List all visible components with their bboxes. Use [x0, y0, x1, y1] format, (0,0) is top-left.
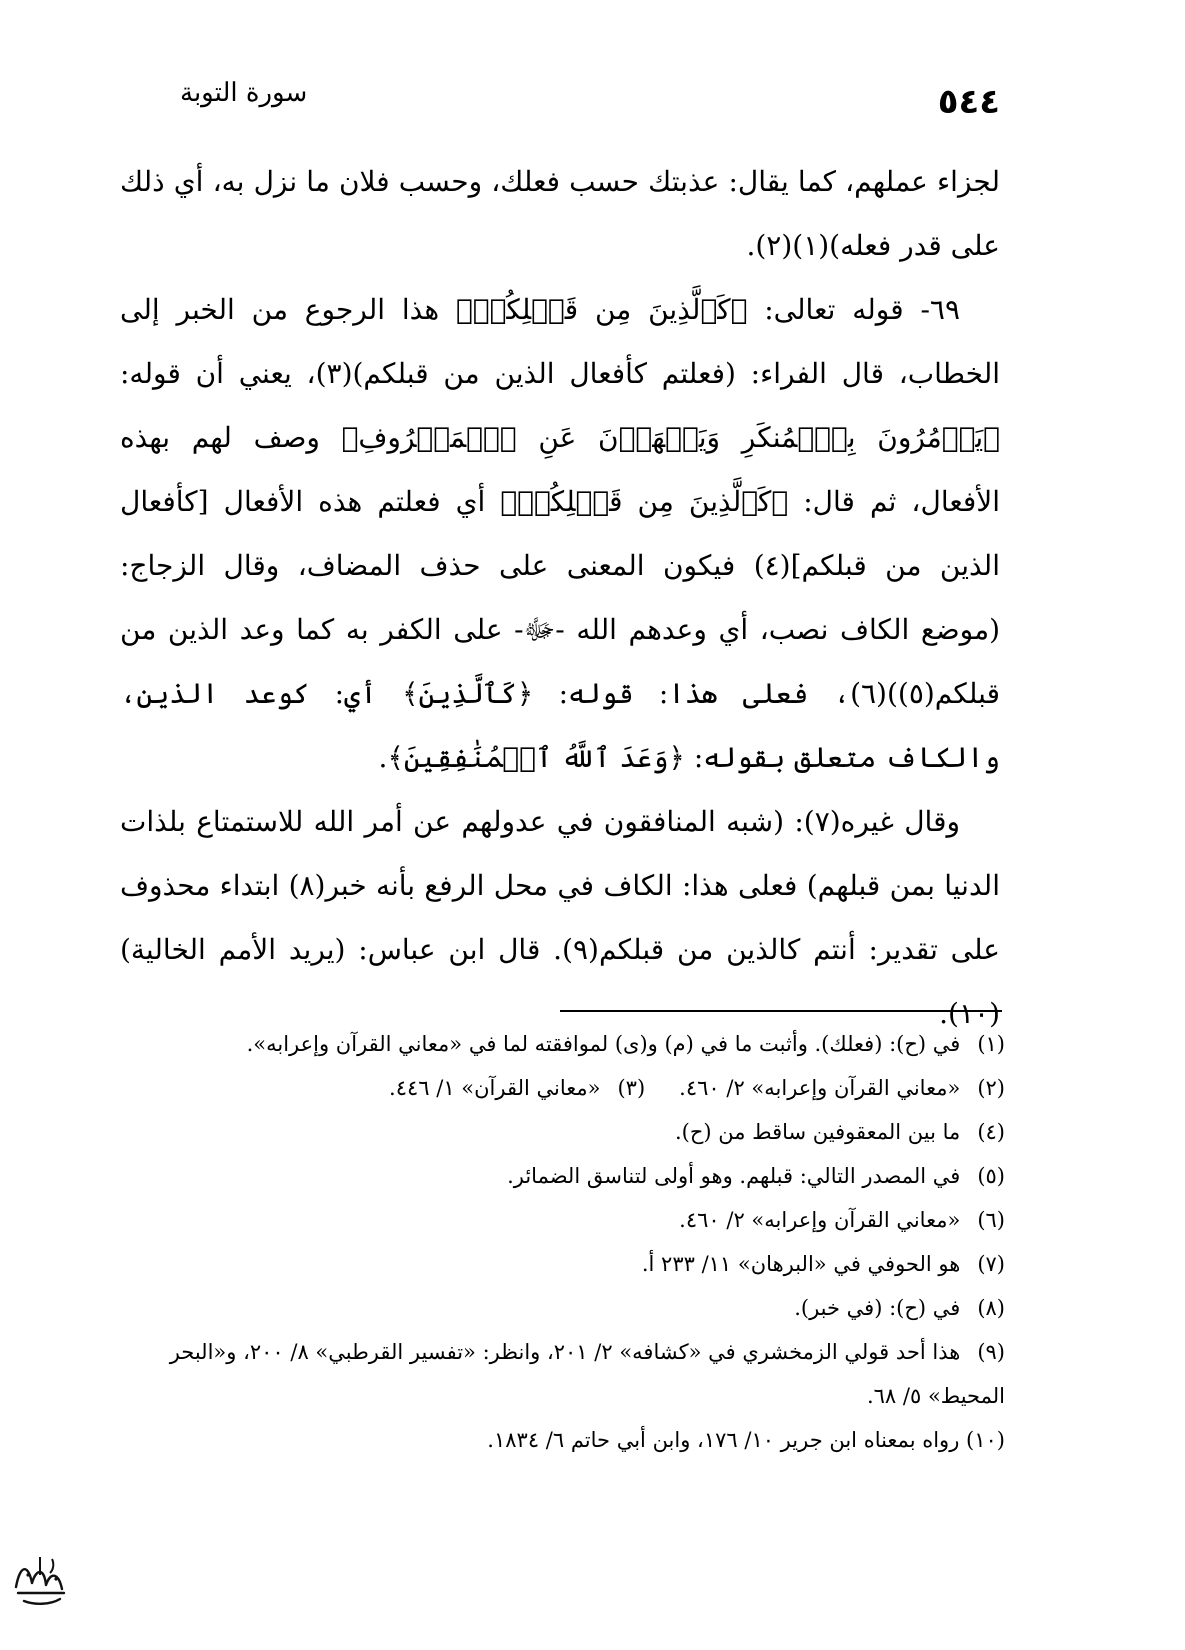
footnote-number: (٨)	[977, 1296, 1005, 1320]
footnote-text: هذا أحد قولي الزمخشري في «كشافه» ٢/ ٢٠١، وانظر: «تفسير القرطبي» ٨/ ٢٠٠، و«البحر المحيط» ٥/ ٦٨.	[169, 1340, 1005, 1408]
footnote-8	[110, 1286, 1005, 1330]
footnote-5	[110, 1154, 1005, 1198]
footnote-2-3	[110, 1066, 1005, 1110]
footnotes	[110, 1022, 1005, 1462]
page-number: ٥٤٤	[937, 82, 1000, 122]
footnote-number: (٦)	[977, 1208, 1005, 1232]
footnote-text: رواه بمعناه ابن جرير ١٠/ ١٧٦، وابن أبي حاتم ٦/ ١٨٣٤.	[487, 1428, 960, 1452]
footnote-text: «معاني القرآن وإعرابه» ٢/ ٤٦٠.	[679, 1208, 961, 1232]
footnote-10	[110, 1418, 1005, 1462]
footnote-text: في المصدر التالي: قبلهم. وهو أولى لتناسق الضمائر.	[507, 1164, 961, 1188]
footnote-text: «معاني القرآن» ١/ ٤٤٦.	[389, 1076, 601, 1100]
footnote-number: (٤)	[977, 1120, 1005, 1144]
footnote-9	[110, 1330, 1005, 1418]
footnote-number: (١)	[977, 1032, 1005, 1056]
footnote-separator	[560, 1010, 1002, 1012]
footnote-number: (٣)	[617, 1076, 646, 1100]
library-stamp-logo	[10, 1545, 72, 1615]
page-header	[120, 78, 1000, 128]
footnote-text: «معاني القرآن وإعرابه» ٢/ ٤٦٠.	[679, 1076, 961, 1100]
footnote-4	[110, 1110, 1005, 1154]
footnote-text: ما بين المعقوفين ساقط من (ح).	[674, 1120, 961, 1144]
paragraph-1: لجزاء عملهم، كما يقال: عذبتك حسب فعلك، وحسب فلان ما نزل به، أي ذلك على قدر فعله)(١)(٢).	[120, 165, 1000, 262]
footnote-6	[110, 1198, 1005, 1242]
footnote-number: (٧)	[977, 1252, 1005, 1276]
footnote-number: (٢)	[977, 1076, 1005, 1100]
footnote-number: (٥)	[977, 1164, 1005, 1188]
footnote-1	[110, 1022, 1005, 1066]
footnote-7	[110, 1242, 1005, 1286]
paragraph-2: ٦٩- قوله تعالى: ﴿كَٱلَّذِينَ مِن قَبۡلِكُمۡ﴾ هذا الرجوع من الخبر إلى الخطاب، قال الفراء: (فعلتم كأفعال الذين من قبلكم)(٣)، يعني أن قوله: ﴿يَأۡمُرُونَ بِٱلۡمُنكَرِ وَيَنۡهَوۡنَ عَنِ ٱلۡمَعۡرُوفِ﴾ وصف لهم بهذه الأفعال، ثم قال: ﴿كَٱلَّذِينَ مِن قَبۡلِكُمۡ﴾ أي فعلتم هذه الأفعال [كأفعال الذين من قبلكم](٤) فيكون المعنى على حذف المضاف، وقال الزجاج: (موضع الكاف نصب، أي وعدهم الله -ﷻ- على الكفر به كما وعد الذين من قبلكم(٥))(٦)، فعلى هذا: قوله: ﴿كَٱلَّذِينَ﴾ أي: كوعد الذين، والكاف متعلق بقوله: ﴿وَعَدَ ٱللَّهُ ٱلۡمُنَٰفِقِينَ﴾.	[120, 293, 1001, 774]
footnote-text: في (ح): (فعلك). وأثبت ما في (م) و(ى) لموافقته لما في «معاني القرآن وإعرابه».	[246, 1032, 961, 1056]
footnote-text: في (ح): (في خبر).	[794, 1296, 961, 1320]
footnote-number: (١٠)	[966, 1428, 1005, 1452]
paragraph-3: وقال غيره(٧): (شبه المنافقون في عدولهم عن أمر الله للاستمتاع بلذات الدنيا بمن قبلهم) فعلى هذا: الكاف في محل الرفع بأنه خبر(٨) ابتداء محذوف على تقدير: أنتم كالذين من قبلكم(٩). قال ابن عباس: (يريد الأمم الخالية)(١٠).	[120, 805, 1000, 1030]
surah-title: سورة التوبة	[180, 78, 308, 108]
body-text	[120, 150, 1000, 1046]
footnote-text: هو الحوفي في «البرهان» ١١/ ٢٣٣ أ.	[641, 1252, 961, 1276]
footnote-number: (٩)	[977, 1340, 1005, 1364]
